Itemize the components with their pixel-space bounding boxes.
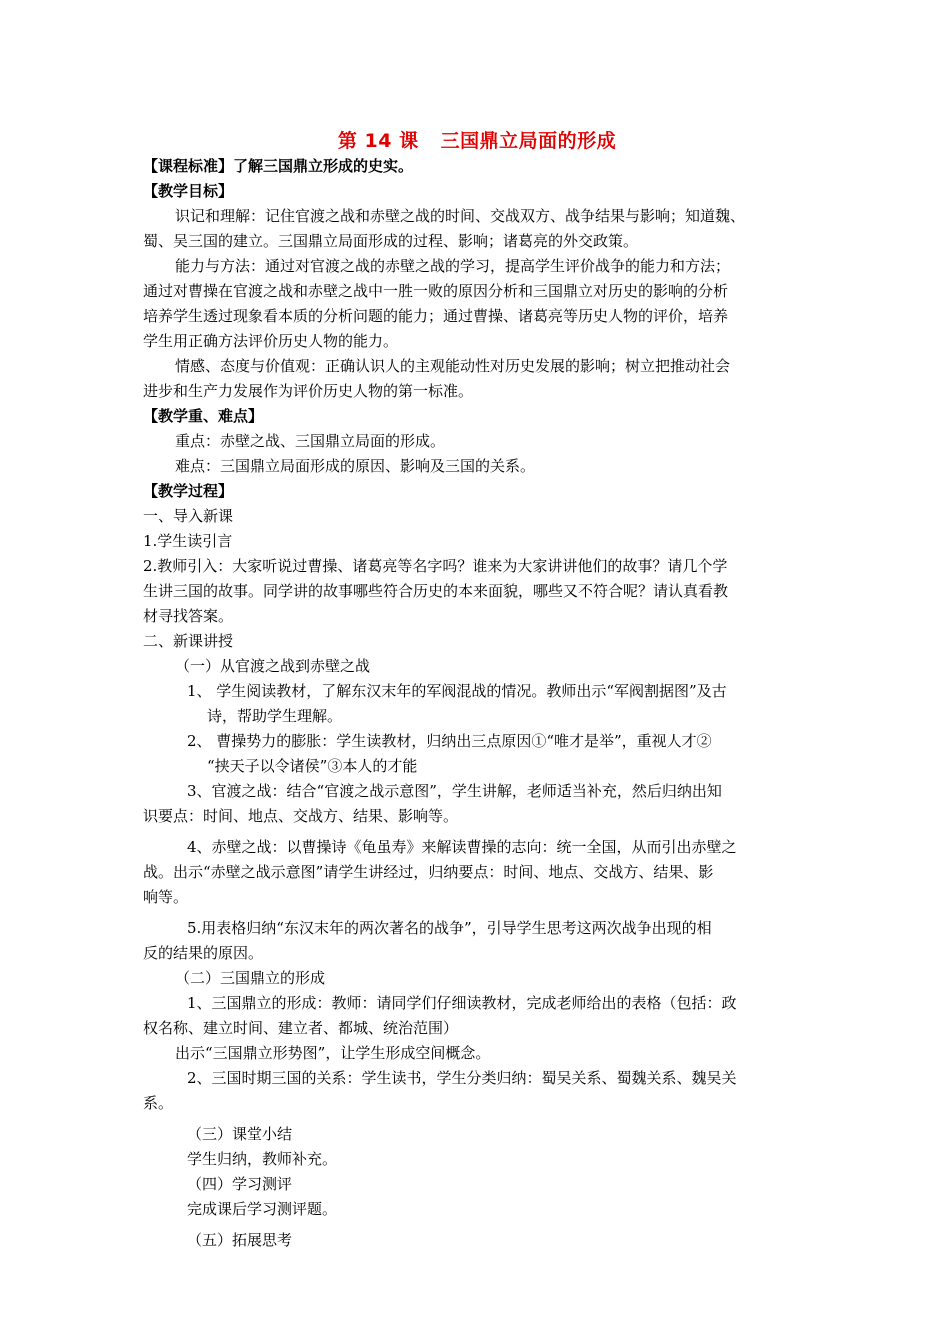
- list-item: 2、 曹操势力的膨胀：学生读教材，归纳出三点原因①“唯才是举”，重视人才②: [187, 732, 712, 750]
- paragraph-line: 蜀、吴三国的建立。三国鼎立局面形成的过程、影响；诸葛亮的外交政策。: [143, 232, 639, 250]
- paragraph-line: 响等。: [143, 888, 189, 906]
- paragraph-line: 2.教师引入：大家听说过曹操、诸葛亮等名字吗？谁来为大家讲讲他们的故事？请几个学: [143, 557, 728, 575]
- subsection-heading: （一）从官渡之战到赤壁之战: [175, 657, 371, 675]
- section-heading: 【教学目标】: [143, 182, 234, 200]
- paragraph-line: 识记和理解：记住官渡之战和赤壁之战的时间、交战双方、战争结果与影响；知道魏、: [175, 207, 746, 225]
- paragraph-line: 权名称、建立时间、建立者、都城、统治范围）: [143, 1019, 459, 1037]
- paragraph-line: 情感、态度与价值观：正确认识人的主观能动性对历史发展的影响；树立把推动社会: [175, 357, 731, 375]
- lesson-title: 三国鼎立局面的形成: [440, 130, 617, 152]
- paragraph-line: “挟天子以令诸侯”③本人的才能: [207, 757, 418, 775]
- list-item: 5.用表格归纳“东汉末年的两次著名的战争”，引导学生思考这两次战争出现的相: [187, 919, 712, 937]
- paragraph-line: 战。出示“赤壁之战示意图”请学生讲经过，归纳要点：时间、地点、交战方、结果、影: [143, 863, 714, 881]
- list-item: 2、三国时期三国的关系：学生读书，学生分类归纳：蜀吴关系、蜀魏关系、魏吴关: [187, 1069, 737, 1087]
- paragraph-line: 学生用正确方法评价历史人物的能力。: [143, 332, 399, 350]
- subsection-heading: （二）三国鼎立的形成: [175, 969, 326, 987]
- paragraph-line: 诗，帮助学生理解。: [207, 707, 343, 725]
- paragraph-line: 学生归纳，教师补充。: [187, 1150, 338, 1168]
- paragraph-line: 系。: [143, 1094, 174, 1112]
- section-heading: 【教学过程】: [143, 482, 234, 500]
- list-item: 4、赤壁之战：以曹操诗《龟虽寿》来解读曹操的志向：统一全国，从而引出赤壁之: [187, 838, 737, 856]
- paragraph-line: 识要点：时间、地点、交战方、结果、影响等。: [143, 807, 459, 825]
- document-page: [143, 128, 811, 1253]
- paragraph-line: 通过对曹操在官渡之战和赤壁之战中一胜一败的原因分析和三国鼎立对历史的影响的分析: [143, 282, 729, 300]
- paragraph-line: 出示“三国鼎立形势图”，让学生形成空间概念。: [175, 1044, 491, 1062]
- course-standard: 【课程标准】了解三国鼎立形成的史实。: [143, 157, 414, 175]
- paragraph-line: 能力与方法：通过对官渡之战的赤壁之战的学习，提高学生评价战争的能力和方法；: [175, 257, 731, 275]
- paragraph-line: 一、导入新课: [143, 507, 234, 525]
- list-item: 1、三国鼎立的形成：教师：请同学们仔细读教材，完成老师给出的表格（包括：政: [187, 994, 737, 1012]
- paragraph-line: 二、新课讲授: [143, 632, 234, 650]
- list-item: 3、官渡之战：结合“官渡之战示意图”，学生讲解，老师适当补充，然后归纳出知: [187, 782, 722, 800]
- list-item: 1、 学生阅读教材，了解东汉末年的军阀混战的情况。教师出示“军阀割据图”及古: [187, 682, 727, 700]
- paragraph-line: 完成课后学习测评题。: [187, 1200, 338, 1218]
- lesson-number: 第 14 课: [337, 130, 419, 152]
- paragraph-line: 难点：三国鼎立局面形成的原因、影响及三国的关系。: [175, 457, 536, 475]
- page-title: [143, 128, 811, 154]
- subsection-heading: （五）拓展思考: [187, 1231, 293, 1249]
- paragraph-line: 生讲三国的故事。同学讲的故事哪些符合历史的本来面貌，哪些又不符合呢？请认真看教: [143, 582, 729, 600]
- paragraph-line: 进步和生产力发展作为评价历史人物的第一标准。: [143, 382, 474, 400]
- paragraph-line: 反的结果的原因。: [143, 944, 264, 962]
- paragraph-line: 培养学生透过现象看本质的分析问题的能力；通过曹操、诸葛亮等历史人物的评价，培养: [143, 307, 729, 325]
- paragraph-line: 材寻找答案。: [143, 607, 234, 625]
- paragraph-line: 重点：赤壁之战、三国鼎立局面的形成。: [175, 432, 446, 450]
- paragraph-line: 1.学生读引言: [143, 532, 233, 550]
- subsection-heading: （四）学习测评: [187, 1175, 293, 1193]
- section-heading: 【教学重、难点】: [143, 407, 264, 425]
- subsection-heading: （三）课堂小结: [187, 1125, 293, 1143]
